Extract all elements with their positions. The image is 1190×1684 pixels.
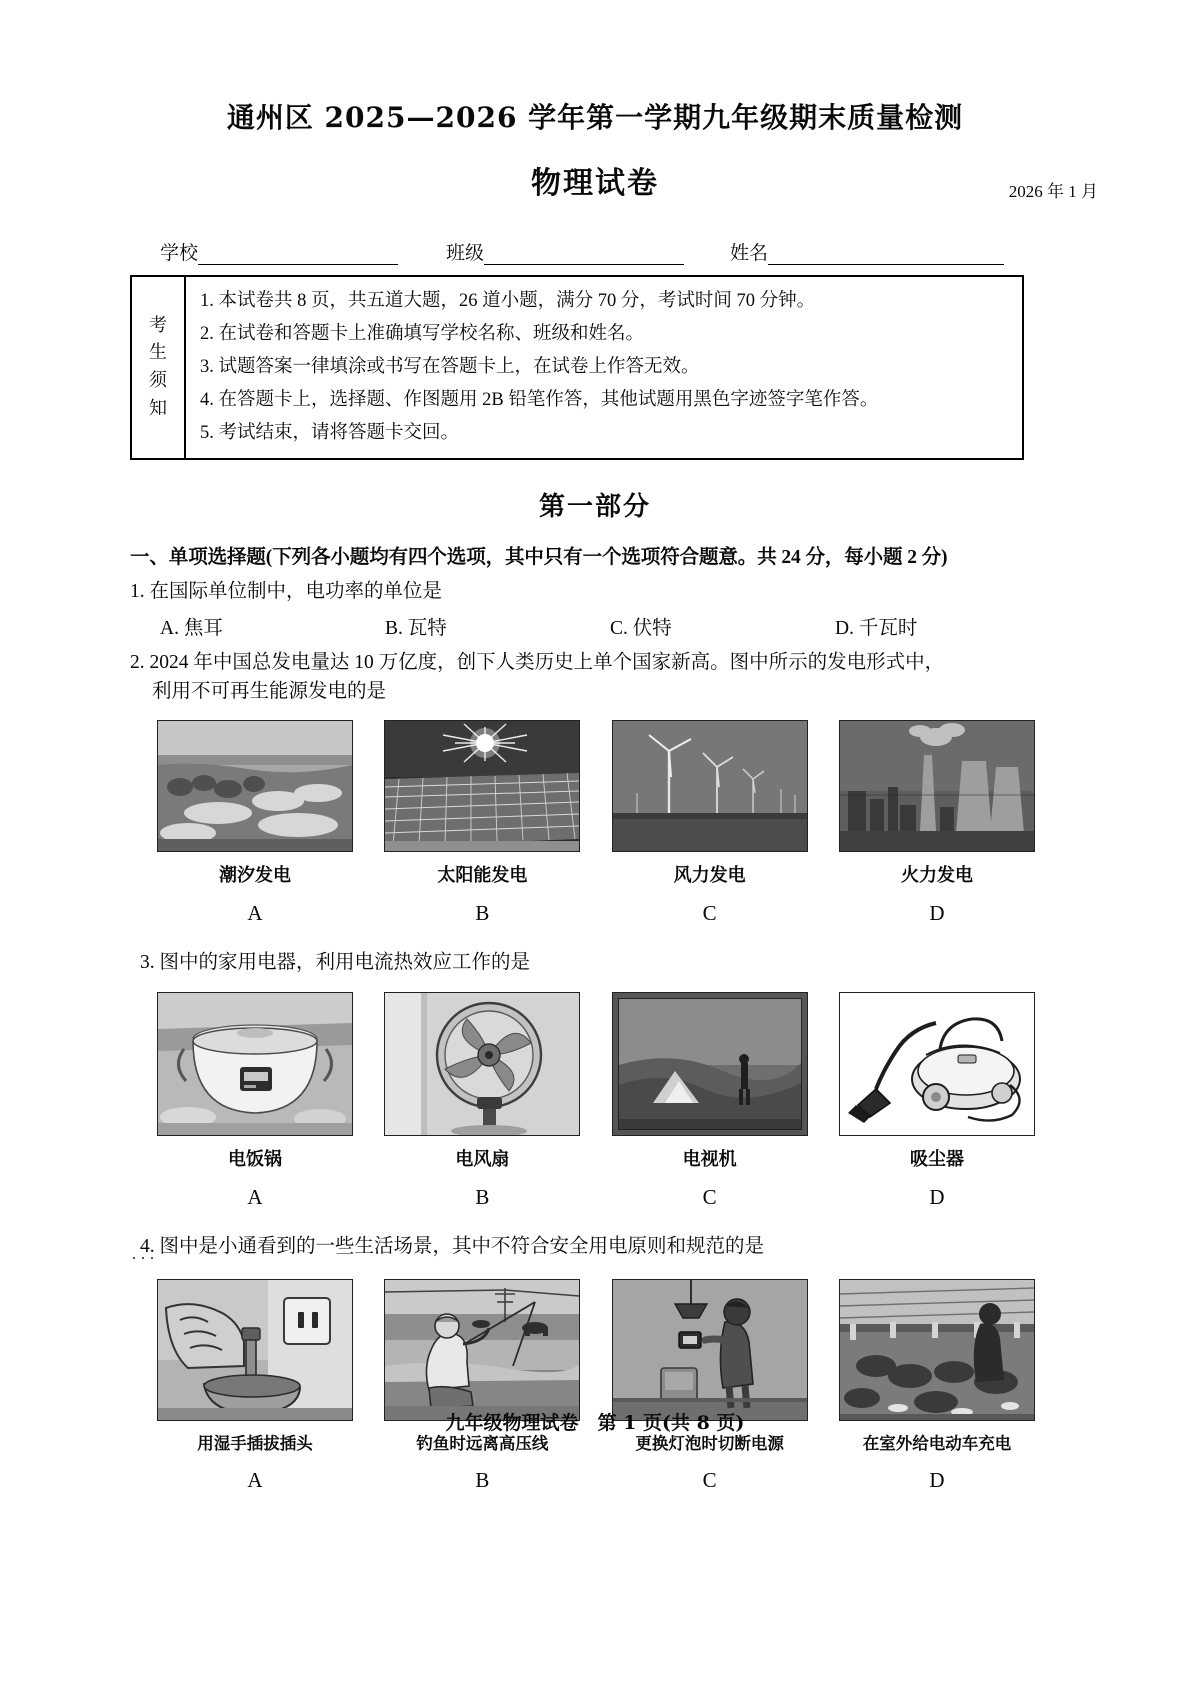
option-b-letter: B (475, 1467, 490, 1492)
exam-date: 2026 年 1 月 (1008, 182, 1098, 201)
solar-power-photo (384, 720, 580, 852)
question-2-options (130, 720, 1060, 926)
option-c-letter: C (702, 901, 717, 926)
option-d[interactable] (840, 992, 1034, 1210)
option-b[interactable] (385, 720, 579, 926)
section-heading: 一、单项选择题(下列各小题均有四个选项，其中只有一个选项符合题意。共 24 分，每小题 2 分) (130, 546, 948, 568)
option-d-caption: 火力发电 (900, 865, 973, 887)
option-c-caption: 电视机 (682, 1148, 737, 1170)
option-c[interactable] (613, 1279, 807, 1493)
fishing-away-from-powerline-photo (384, 1279, 580, 1421)
subject-title: 物理试卷 (531, 166, 659, 201)
class-label: 班级 (446, 243, 485, 264)
exam-notice-box (130, 275, 1024, 460)
notice-item: 5. 考试结束，请将答题卡交回。 (200, 422, 460, 443)
question-1 (130, 577, 1060, 640)
thermal-power-photo (839, 720, 1035, 852)
option-c[interactable]: C. 伏特 (610, 617, 672, 639)
option-d[interactable] (840, 1279, 1034, 1493)
notice-label-char-2: 须 (149, 370, 167, 391)
option-b[interactable] (385, 1279, 579, 1493)
option-b-letter: B (475, 901, 490, 926)
vacuum-cleaner-drawing (839, 992, 1035, 1136)
bulb-change-power-off-photo (612, 1279, 808, 1421)
option-a[interactable]: A. 焦耳 (160, 617, 223, 639)
name-label: 姓名 (730, 243, 769, 264)
question-3-options (130, 992, 1060, 1210)
school-blank[interactable] (198, 244, 398, 265)
notice-item: 1. 本试卷共 8 页，共五道大题，26 道小题，满分 70 分，考试时间 70 分钟。 (200, 291, 816, 311)
question-4-stem: 4. 图中是小通看到的一些生活场景，其中不符合安全用电原则和规范的是 ... (130, 1232, 1060, 1261)
option-d-letter: D (929, 901, 945, 926)
question-2-stem-line2: 利用不可再生能源发电的是 (152, 681, 387, 703)
page-footer: 九年级物理试卷 第 1 页(共 8 页) (445, 1412, 745, 1434)
question-2-stem-line1: 2. 2024 年中国总发电量达 10 万亿度，创下人类历史上单个国家新高。图中所示的发电形式中， (130, 651, 945, 673)
option-b-caption: 电风扇 (455, 1148, 510, 1170)
student-info-row (130, 238, 1060, 265)
page-title: 通州区 2025—2026 学年第一学期九年级期末质量检测 (226, 101, 964, 134)
question-2 (130, 648, 1060, 927)
option-b-caption: 太阳能发电 (437, 865, 528, 887)
question-3 (130, 948, 1060, 1209)
option-c[interactable] (613, 992, 807, 1210)
notice-label-char-3: 知 (149, 398, 167, 419)
tidal-power-photo (157, 720, 353, 852)
option-a-caption: 电饭锅 (228, 1148, 282, 1170)
option-c-letter: C (702, 1467, 717, 1492)
electric-fan-photo (384, 992, 580, 1136)
option-a-letter: A (247, 1467, 263, 1492)
notice-label-char-1: 生 (149, 342, 167, 363)
option-a[interactable] (158, 992, 352, 1210)
option-d-letter: D (929, 1467, 945, 1492)
notice-item: 4. 在答题卡上，选择题、作图题用 2B 铅笔作答，其他试题用黑色字迹签字笔作答。 (200, 389, 879, 410)
subtitle-row (130, 158, 1098, 202)
option-a-letter: A (247, 901, 263, 926)
option-a-caption: 潮汐发电 (219, 865, 291, 887)
outdoor-ev-charging-photo (839, 1279, 1035, 1421)
option-a-letter: A (247, 1184, 263, 1209)
option-d[interactable] (840, 720, 1034, 926)
option-d[interactable]: D. 千瓦时 (835, 617, 918, 639)
question-4-options (130, 1279, 1060, 1493)
option-b[interactable] (385, 992, 579, 1210)
question-1-stem: 1. 在国际单位制中，电功率的单位是 (130, 580, 443, 602)
notice-item: 2. 在试卷和答题卡上准确填写学校名称、班级和姓名。 (200, 323, 645, 344)
notice-label-char-0: 考 (149, 314, 167, 335)
television-photo (612, 992, 808, 1136)
option-d-caption: 吸尘器 (909, 1148, 964, 1170)
part-heading: 第一部分 (538, 491, 651, 522)
notice-label-vertical (132, 277, 186, 458)
option-a[interactable] (158, 720, 352, 926)
option-a-caption: 用湿手插拔插头 (197, 1433, 313, 1453)
option-c-letter: C (702, 1184, 717, 1209)
option-c[interactable] (613, 720, 807, 926)
notice-items (186, 277, 1022, 458)
name-field[interactable] (730, 238, 1004, 265)
wet-hand-plug-photo (157, 1279, 353, 1421)
question-1-options (130, 612, 1060, 640)
wind-power-photo (612, 720, 808, 852)
name-blank[interactable] (768, 244, 1004, 265)
option-d-caption: 在室外给电动车充电 (862, 1433, 1012, 1453)
school-field[interactable] (160, 238, 446, 265)
question-3-stem: 3. 图中的家用电器，利用电流热效应工作的是 (140, 952, 531, 974)
notice-item: 3. 试题答案一律填涂或书写在答题卡上，在试卷上作答无效。 (200, 356, 700, 377)
option-b[interactable]: B. 瓦特 (385, 617, 447, 639)
option-b-caption: 钓鱼时远离高压线 (416, 1433, 549, 1453)
rice-cooker-photo (157, 992, 353, 1136)
option-d-letter: D (929, 1184, 945, 1209)
option-b-letter: B (475, 1184, 490, 1209)
question-4 (130, 1232, 1060, 1493)
school-label: 学校 (160, 243, 199, 264)
class-blank[interactable] (484, 244, 684, 265)
class-field[interactable] (446, 238, 730, 265)
option-c-caption: 风力发电 (673, 865, 746, 887)
option-a[interactable] (158, 1279, 352, 1493)
option-c-caption: 更换灯泡时切断电源 (635, 1433, 784, 1453)
